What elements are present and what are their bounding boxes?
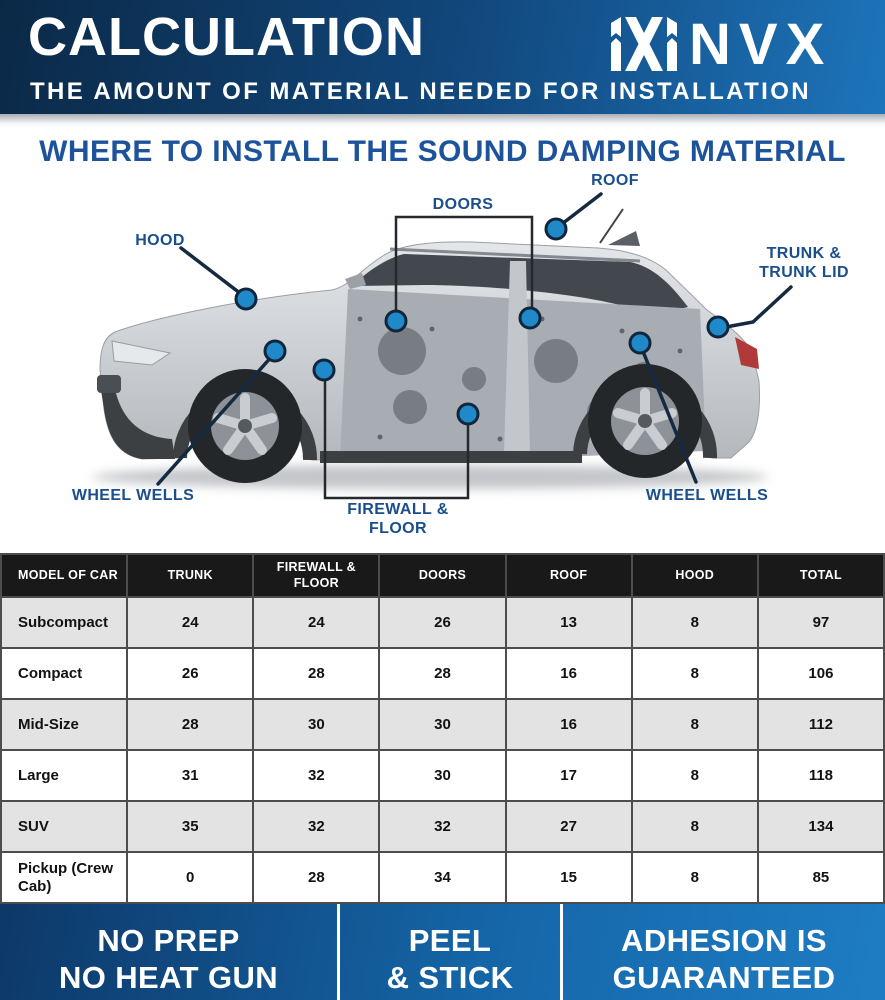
cell-trunk: 26: [127, 648, 253, 699]
cell-hood: 8: [632, 699, 758, 750]
trunk-callout-line: [726, 287, 791, 327]
marker-dot-door-front: [386, 311, 406, 331]
benefit-line: NO PREP: [97, 923, 240, 959]
label-doors: DOORS: [432, 196, 494, 213]
benefit-line: GUARANTEED: [612, 960, 836, 995]
cell-model: Compact: [1, 648, 127, 699]
col-trunk: TRUNK: [127, 554, 253, 597]
cell-hood: 8: [632, 852, 758, 903]
label-wheel-wells-left: WHEEL WELLS: [71, 487, 195, 504]
marker-dot-hood: [236, 289, 256, 309]
marker-dot-door-rear: [520, 308, 540, 328]
label-wheel-wells-right: WHEEL WELLS: [645, 487, 769, 504]
benefit-no-prep: [0, 904, 337, 1000]
label-firewall-floor: [347, 501, 448, 539]
cell-model: SUV: [1, 801, 127, 852]
rear-wheel: [588, 364, 702, 478]
cell-doors: 34: [379, 852, 505, 903]
cell-model: Mid-Size: [1, 699, 127, 750]
table-row: [1, 852, 884, 903]
rocker-trim: [320, 451, 582, 463]
nvx-logo: [611, 16, 861, 77]
marker-dot-floor: [458, 404, 478, 424]
cell-trunk: 28: [127, 699, 253, 750]
grille: [97, 375, 121, 393]
table-row: [1, 699, 884, 750]
cell-total: 97: [758, 597, 884, 648]
benefit-line: PEEL: [408, 923, 492, 959]
marker-dot-firewall: [314, 360, 334, 380]
cell-hood: 8: [632, 597, 758, 648]
cell-hood: 8: [632, 648, 758, 699]
col-firewall: FIREWALL & FLOOR: [253, 554, 379, 597]
label-roof: ROOF: [591, 172, 639, 189]
benefit-peel-stick: [337, 904, 560, 1000]
cell-hood: 8: [632, 801, 758, 852]
antenna: [600, 209, 623, 243]
table-row: [1, 597, 884, 648]
col-total: TOTAL: [758, 554, 884, 597]
diagram-title: WHERE TO INSTALL THE SOUND DAMPING MATERIAL: [39, 135, 846, 168]
cell-firewall: 24: [253, 597, 379, 648]
cell-doors: 28: [379, 648, 505, 699]
benefits-banner: [0, 904, 885, 1000]
marker-dot-wheel-well-rear: [630, 333, 650, 353]
cell-firewall: 28: [253, 648, 379, 699]
cell-roof: 27: [506, 801, 632, 852]
marker-dot-roof: [546, 219, 566, 239]
cell-roof: 17: [506, 750, 632, 801]
col-model: MODEL OF CAR: [1, 554, 127, 597]
page-subtitle: THE AMOUNT OF MATERIAL NEEDED FOR INSTALLATION: [30, 78, 812, 105]
material-table: [0, 553, 885, 904]
car-diagram: [0, 169, 885, 554]
cell-model: Large: [1, 750, 127, 801]
cell-trunk: 0: [127, 852, 253, 903]
label-trunk: [759, 245, 849, 283]
header-banner: [0, 0, 885, 114]
cell-total: 134: [758, 801, 884, 852]
cell-roof: 16: [506, 699, 632, 750]
label-firewall-line2: FLOOR: [368, 519, 427, 537]
label-hood: HOOD: [135, 232, 185, 249]
benefit-line: ADHESION IS: [621, 923, 827, 959]
nvx-logo-text: NVX: [689, 16, 833, 72]
cell-firewall: 32: [253, 801, 379, 852]
header-shadow: [0, 114, 885, 128]
cell-roof: 15: [506, 852, 632, 903]
cell-doors: 32: [379, 801, 505, 852]
material-table-header: [1, 554, 884, 597]
col-doors: DOORS: [379, 554, 505, 597]
cell-firewall: 30: [253, 699, 379, 750]
col-roof: ROOF: [506, 554, 632, 597]
cell-total: 112: [758, 699, 884, 750]
cell-trunk: 24: [127, 597, 253, 648]
cell-trunk: 35: [127, 801, 253, 852]
cell-total: 85: [758, 852, 884, 903]
cell-firewall: 28: [253, 852, 379, 903]
label-trunk-line2: TRUNK LID: [759, 263, 849, 281]
cell-doors: 30: [379, 699, 505, 750]
table-row: [1, 648, 884, 699]
label-trunk-line1: TRUNK &: [766, 245, 842, 262]
cell-roof: 13: [506, 597, 632, 648]
cell-model: Pickup (Crew Cab): [1, 852, 127, 903]
cell-total: 106: [758, 648, 884, 699]
cell-total: 118: [758, 750, 884, 801]
marker-dot-trunk: [708, 317, 728, 337]
cell-model: Subcompact: [1, 597, 127, 648]
page-title: CALCULATION: [28, 7, 425, 67]
install-diagram-section: [0, 128, 885, 553]
cell-doors: 26: [379, 597, 505, 648]
cell-trunk: 31: [127, 750, 253, 801]
table-row: [1, 750, 884, 801]
benefit-adhesion: [560, 904, 885, 1000]
cell-roof: 16: [506, 648, 632, 699]
col-hood: HOOD: [632, 554, 758, 597]
nvx-logo-icon: [611, 16, 861, 72]
marker-dot-wheel-well-front: [265, 341, 285, 361]
hood-callout-line: [181, 248, 245, 297]
table-row: [1, 801, 884, 852]
cell-doors: 30: [379, 750, 505, 801]
cell-firewall: 32: [253, 750, 379, 801]
benefit-line: & STICK: [386, 960, 514, 995]
label-firewall-line1: FIREWALL &: [347, 501, 449, 518]
cell-hood: 8: [632, 750, 758, 801]
shark-fin: [608, 231, 640, 246]
benefit-line: NO HEAT GUN: [58, 960, 279, 995]
